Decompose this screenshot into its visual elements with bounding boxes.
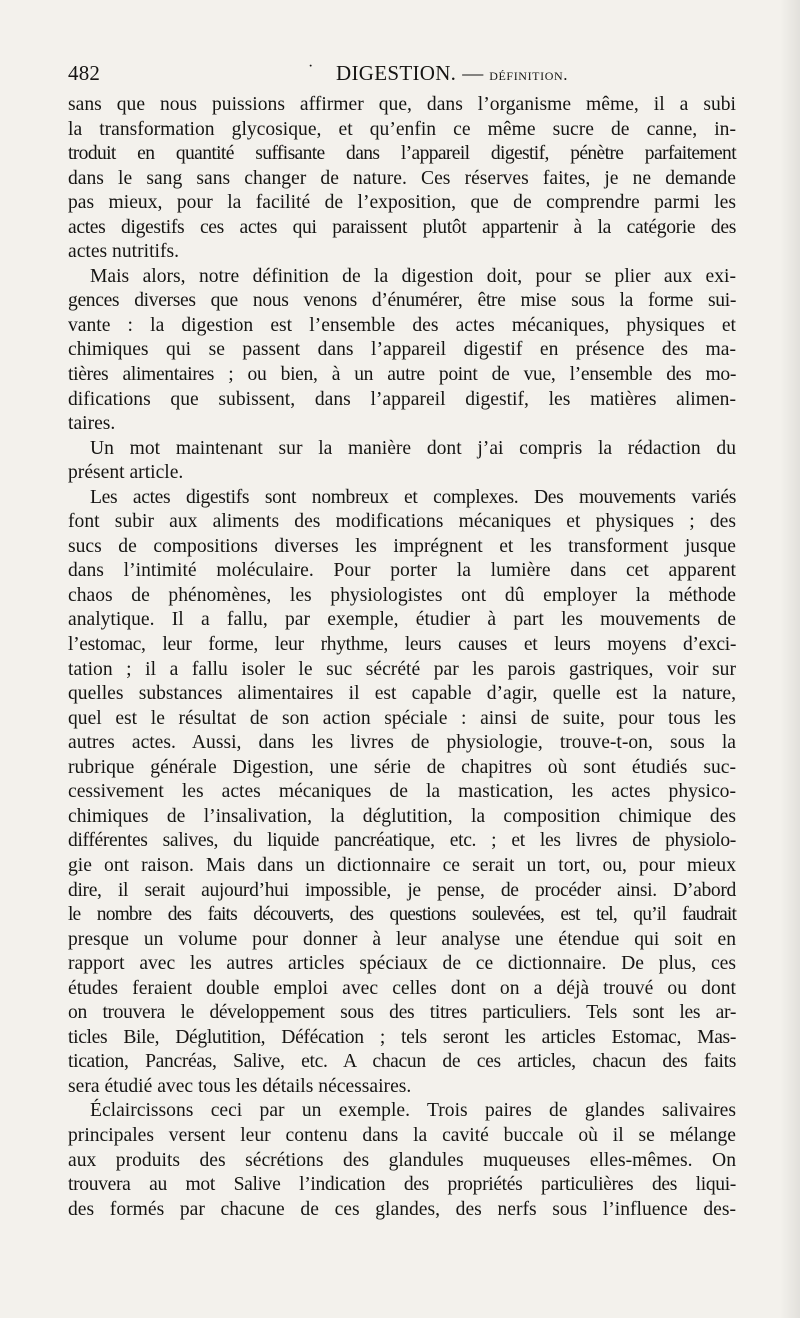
body-text: [68, 93, 736, 1222]
text-line: la transformation glycosique, et qu’enfin ce même sucre de canne, in-: [68, 118, 736, 140]
text-line: l’estomac, leur forme, leur rhythme, leurs causes et leurs moyens d’exci-: [68, 634, 736, 656]
running-head-title: DIGESTION.: [336, 61, 457, 85]
text-line: chimiques de l’insalivation, la déglutition, la composition chimique des: [68, 805, 736, 827]
text-line: quel est le résultat de son action spéciale : ainsi de suite, pour tous les: [68, 707, 736, 729]
text-line: cessivement les actes mécaniques de la mastication, les actes physico-: [68, 781, 736, 803]
text-line: ticles Bile, Déglutition, Défécation ; tels seront les articles Estomac, Mas-: [68, 1026, 736, 1048]
text-line: le nombre des faits découverts, des questions soulevées, est tel, qu’il faudrait: [68, 904, 736, 926]
text-line: sera étudié avec tous les détails nécessaires.: [68, 1075, 412, 1097]
text-line: dans l’intimité moléculaire. Pour porter la lumière dans cet apparent: [68, 560, 736, 582]
text-line: Un mot maintenant sur la manière dont j’ai compris la rédaction du: [90, 437, 736, 459]
text-line: chaos de phénomènes, les physiologistes ont dû employer la méthode: [68, 584, 736, 606]
header-dot: ·: [308, 58, 314, 75]
text-line: sucs de compositions diverses les imprégnent et les transforment jusque: [68, 535, 736, 557]
page-header: [68, 56, 736, 88]
text-line: autres actes. Aussi, dans les livres de physiologie, trouve-t-on, sous la: [68, 732, 736, 754]
text-line: quelles substances alimentaires il est capable d’agir, quelle est la nature,: [68, 683, 736, 705]
text-line: des formés par chacune de ces glandes, des nerfs sous l’influence des-: [68, 1198, 736, 1220]
text-line: tation ; il a fallu isoler le suc sécrété par les parois gastriques, voir sur: [68, 658, 736, 680]
text-line: gences diverses que nous venons d’énumérer, être mise sous la forme sui-: [68, 290, 736, 312]
text-line: rubrique générale Digestion, une série de chapitres où sont étudiés suc-: [68, 756, 736, 778]
text-line: études feraient double emploi avec celles dont on a déjà trouvé ou dont: [68, 977, 736, 999]
text-line: principales versent leur contenu dans la cavité buccale où il se mélange: [68, 1124, 736, 1146]
text-line: tières alimentaires ; ou bien, à un autre point de vue, l’ensemble des mo-: [68, 364, 736, 386]
binding-shadow: [780, 0, 800, 1318]
text-line: gie ont raison. Mais dans un dictionnaire ce serait un tort, ou, pour mieux: [68, 854, 736, 876]
text-line: tication, Pancréas, Salive, etc. A chacun de ces articles, chacun des faits: [68, 1051, 736, 1073]
text-line: pas mieux, pour la facilité de l’exposition, que de comprendre parmi les: [68, 192, 736, 214]
text-line: actes nutritifs.: [68, 241, 179, 263]
text-line: rapport avec les autres articles spéciaux de ce dictionnaire. De plus, ces: [68, 953, 736, 975]
text-line: aux produits des sécrétions des glandules muqueuses elles-mêmes. On: [68, 1149, 736, 1171]
text-line: taires.: [68, 413, 116, 435]
running-head: [336, 61, 568, 86]
text-line: dans le sang sans changer de nature. Ces réserves faites, je ne demande: [68, 167, 736, 189]
text-line: on trouvera le développement sous des titres particuliers. Tels sont les ar-: [68, 1002, 736, 1024]
text-line: font subir aux aliments des modifications mécaniques et physiques ; des: [68, 511, 736, 533]
text-line: chimiques qui se passent dans l’appareil digestif en présence des ma-: [68, 339, 736, 361]
text-line: Éclaircissons ceci par un exemple. Trois paires de glandes salivaires: [90, 1100, 736, 1122]
text-line: troduit en quantité suffisante dans l’appareil digestif, pénètre parfaitement: [68, 143, 736, 165]
text-line: Mais alors, notre définition de la digestion doit, pour se plier aux exi-: [90, 265, 736, 287]
text-line: sans que nous puissions affirmer que, dans l’organisme même, il a subi: [68, 94, 736, 115]
text-line: trouvera au mot Salive l’indication des propriétés particulières des liqui-: [68, 1174, 736, 1196]
running-head-subtitle: définition.: [489, 65, 569, 84]
text-line: vante : la digestion est l’ensemble des actes mécaniques, physiques et: [68, 314, 736, 336]
page-number: 482: [68, 61, 101, 85]
text-line: dire, il serait aujourd’hui impossible, je pense, de procéder ainsi. D’abord: [68, 879, 736, 901]
running-head-dash: —: [462, 61, 484, 85]
text-line: différentes salives, du liquide pancréatique, etc. ; et les livres de physiolo-: [68, 830, 736, 852]
text-line: Les actes digestifs sont nombreux et complexes. Des mouvements variés: [90, 486, 736, 508]
text-line: analytique. Il a fallu, par exemple, étudier à part les mouvements de: [68, 609, 736, 631]
text-line: présent article.: [68, 462, 184, 484]
text-line: presque un volume pour donner à leur analyse une étendue qui soit en: [68, 928, 736, 950]
text-line: difications que subissent, dans l’appareil digestif, les matières alimen-: [68, 388, 736, 410]
text-line: actes digestifs ces actes qui paraissent plutôt appartenir à la catégorie des: [68, 216, 736, 238]
